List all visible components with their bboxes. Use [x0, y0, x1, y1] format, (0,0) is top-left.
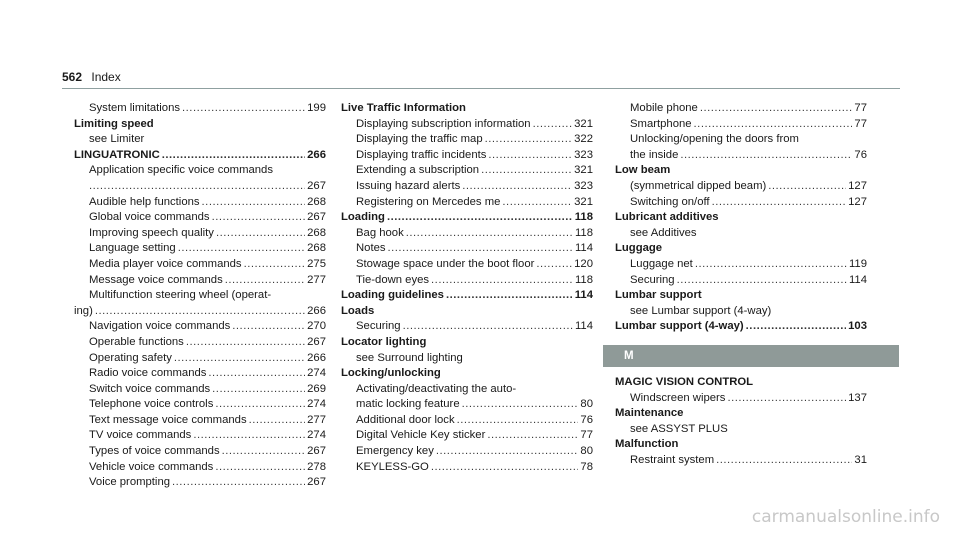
page-header — [62, 70, 121, 84]
index-entry[interactable]: Improving speech quality ..... 268 — [74, 226, 326, 242]
index-entry[interactable]: Operating safety ..... 266 — [74, 351, 326, 367]
index-heading: Locking/unlocking — [341, 367, 441, 380]
index-heading: Limiting speed — [74, 117, 154, 130]
index-heading[interactable]: Loading ..... 118 — [341, 210, 593, 226]
index-column-3 — [615, 101, 867, 468]
index-entry[interactable]: Tie-down eyes ..... 118 — [341, 273, 593, 289]
index-entry[interactable]: KEYLESS-GO ..... 78 — [341, 460, 593, 476]
index-entry[interactable]: the inside ..... 76 — [615, 148, 867, 164]
see-reference[interactable]: see ASSYST PLUS — [630, 422, 728, 435]
index-entry[interactable]: Securing ..... 114 — [615, 273, 867, 289]
index-entry[interactable]: System limitations ..... 199 — [74, 101, 326, 117]
index-entry[interactable]: Displaying traffic incidents ..... 323 — [341, 148, 593, 164]
section-title: Index — [91, 70, 121, 84]
index-entry[interactable]: Navigation voice commands ..... 270 — [74, 319, 326, 335]
index-entry[interactable]: Voice prompting ..... 267 — [74, 475, 326, 491]
index-column-2 — [341, 101, 593, 475]
index-heading: Live Traffic Information — [341, 102, 466, 114]
index-heading[interactable]: LINGUATRONIC ..... 266 — [74, 148, 326, 164]
index-heading[interactable]: Lumbar support (4-way) ..... 103 — [615, 319, 867, 335]
index-entry[interactable]: Notes ..... 114 — [341, 241, 593, 257]
index-entry[interactable]: Audible help functions ..... 268 — [74, 195, 326, 211]
index-entry[interactable]: Media player voice commands ..... 275 — [74, 257, 326, 273]
index-entry[interactable]: Displaying the traffic map ..... 322 — [341, 132, 593, 148]
index-heading: Lubricant additives — [615, 211, 719, 224]
index-heading: Locator lighting — [341, 335, 427, 348]
index-entry[interactable]: Message voice commands ..... 277 — [74, 273, 326, 289]
index-entry[interactable]: ..... 267 — [74, 179, 326, 195]
header-rule — [62, 88, 900, 89]
index-entry-line: Unlocking/opening the doors from — [630, 133, 799, 146]
index-entry[interactable]: Smartphone ..... 77 — [615, 117, 867, 133]
index-entry[interactable]: Displaying subscription information ..... 321 — [341, 117, 593, 133]
index-entry[interactable]: Mobile phone ..... 77 — [615, 101, 867, 117]
index-heading: Low beam — [615, 164, 671, 177]
index-entry[interactable]: Digital Vehicle Key sticker ..... 77 — [341, 428, 593, 444]
index-heading: Malfunction — [615, 438, 679, 451]
index-entry[interactable]: matic locking feature ..... 80 — [341, 397, 593, 413]
section-letter-bar: M — [603, 345, 899, 367]
index-entry[interactable]: Global voice commands ..... 267 — [74, 210, 326, 226]
index-heading[interactable]: Loading guidelines ..... 114 — [341, 288, 593, 304]
index-entry[interactable]: Issuing hazard alerts ..... 323 — [341, 179, 593, 195]
index-entry[interactable]: Bag hook ..... 118 — [341, 226, 593, 242]
index-entry[interactable]: Stowage space under the boot floor ..... 120 — [341, 257, 593, 273]
index-heading: MAGIC VISION CONTROL — [615, 375, 754, 388]
index-entry-line: Multifunction steering wheel (operat- — [89, 289, 272, 302]
index-entry[interactable]: Securing ..... 114 — [341, 319, 593, 335]
see-reference[interactable]: see Surround lighting — [356, 351, 463, 364]
index-entry[interactable]: Radio voice commands ..... 274 — [74, 366, 326, 382]
index-entry[interactable]: TV voice commands ..... 274 — [74, 428, 326, 444]
index-entry[interactable]: Additional door lock ..... 76 — [341, 413, 593, 429]
index-entry-line: Application specific voice commands — [89, 164, 273, 177]
index-heading: Maintenance — [615, 407, 684, 420]
see-reference[interactable]: see Lumbar support (4-way) — [630, 304, 772, 317]
index-entry[interactable]: Extending a subscription ..... 321 — [341, 163, 593, 179]
index-entry[interactable]: Restraint system ..... 31 — [615, 453, 867, 469]
index-heading: Loads — [341, 304, 375, 317]
page-number: 562 — [62, 70, 83, 84]
see-reference[interactable]: see Limiter — [89, 133, 145, 146]
index-entry[interactable]: Telephone voice controls ..... 274 — [74, 397, 326, 413]
index-entry[interactable]: Emergency key ..... 80 — [341, 444, 593, 460]
index-entry-line: Activating/deactivating the auto- — [356, 382, 517, 395]
index-entry[interactable]: Luggage net ..... 119 — [615, 257, 867, 273]
index-entry[interactable]: ing) ..... 266 — [74, 304, 326, 320]
index-entry[interactable]: Operable functions ..... 267 — [74, 335, 326, 351]
index-entry[interactable]: Vehicle voice commands ..... 278 — [74, 460, 326, 476]
index-entry[interactable]: Text message voice commands ..... 277 — [74, 413, 326, 429]
index-column-1 — [74, 101, 326, 491]
index-heading: Luggage — [615, 242, 663, 255]
index-entry[interactable]: Registering on Mercedes me ..... 321 — [341, 195, 593, 211]
index-heading: Lumbar support — [615, 289, 702, 302]
index-entry[interactable]: Switching on/off ..... 127 — [615, 195, 867, 211]
watermark: carmanualsonline.info — [751, 507, 940, 527]
see-reference[interactable]: see Additives — [630, 226, 697, 239]
index-entry[interactable]: Switch voice commands ..... 269 — [74, 382, 326, 398]
index-entry[interactable]: Language setting ..... 268 — [74, 241, 326, 257]
index-entry[interactable]: (symmetrical dipped beam) ..... 127 — [615, 179, 867, 195]
index-entry[interactable]: Types of voice commands ..... 267 — [74, 444, 326, 460]
index-entry[interactable]: Windscreen wipers ..... 137 — [615, 391, 867, 407]
